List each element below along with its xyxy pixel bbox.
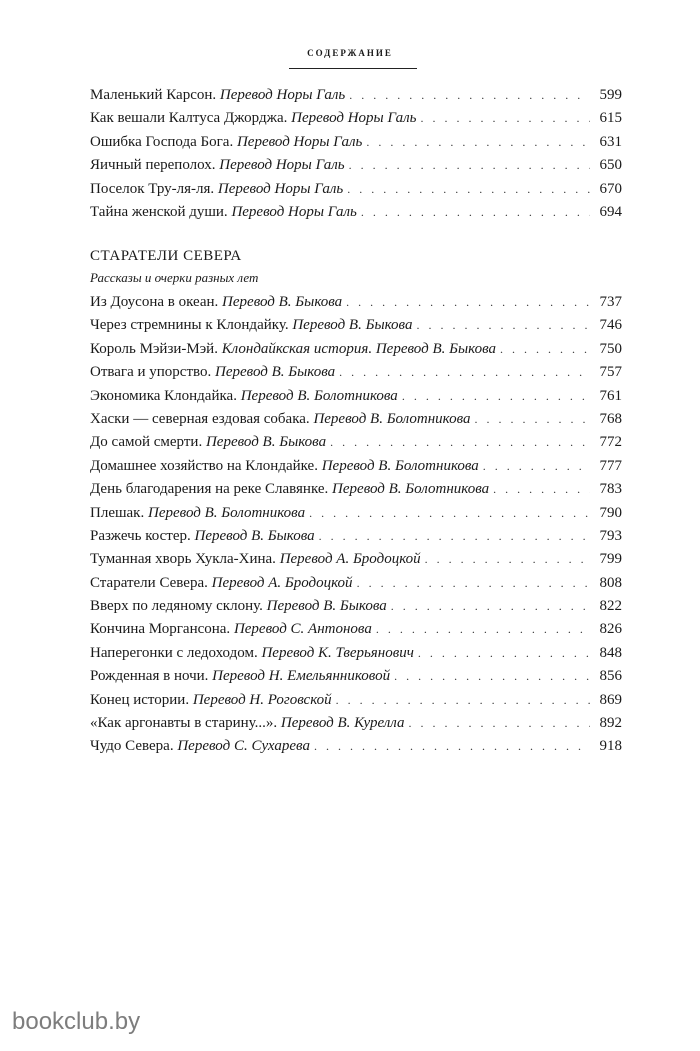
entry-page-number: 670 [599, 180, 622, 197]
dot-leader [409, 716, 591, 731]
entry-translator: Перевод В. Болотникова [240, 387, 398, 404]
entry-page-number: 757 [599, 364, 622, 381]
entry-title: Домашнее хозяйство на Клондайке. [90, 457, 318, 474]
entry-title: Как вешали Калтуса Джорджа. [90, 110, 288, 127]
entry-title: Рожденная в ночи. [90, 668, 209, 685]
entry-page-number: 892 [599, 715, 622, 732]
toc-entry [90, 110, 622, 133]
dot-leader [349, 88, 590, 103]
toc-entry [90, 738, 622, 761]
entry-translator: Перевод А. Бродоцкой [279, 551, 421, 568]
header-rule [289, 68, 417, 69]
toc-section-2 [90, 294, 622, 762]
entry-translator: Перевод В. Болотникова [147, 504, 306, 521]
page-header: содержание [307, 44, 393, 59]
toc-entry-text [90, 364, 335, 381]
dot-leader [336, 693, 590, 708]
toc-entry-text [90, 458, 479, 475]
entry-title: Отвага и упорство. [90, 364, 212, 381]
entry-translator: Перевод Норы Галь [219, 87, 346, 103]
toc-entry [90, 621, 622, 644]
toc-entry [90, 575, 622, 598]
entry-title: Чудо Севера. [90, 738, 174, 755]
toc-entry [90, 598, 622, 621]
dot-leader [330, 435, 590, 450]
toc-entry-text [90, 645, 414, 662]
toc-entry-text [90, 528, 315, 545]
toc-entry-text [90, 598, 387, 615]
dot-leader [361, 205, 590, 220]
toc-entry [90, 551, 622, 574]
toc-entry-text [90, 157, 345, 174]
entry-page-number: 790 [599, 504, 622, 521]
entry-page-number: 856 [599, 668, 622, 685]
toc-entry [90, 388, 622, 411]
toc-entry-text [90, 621, 372, 638]
section-subtitle: Рассказы и очерки разных лет [90, 270, 259, 285]
entry-page-number: 694 [599, 203, 622, 220]
toc-entry [90, 87, 622, 110]
toc-entry-text [90, 388, 398, 405]
dot-leader [391, 599, 590, 614]
dot-leader [314, 739, 590, 754]
entry-translator: Перевод Н. Роговской [192, 691, 332, 708]
entry-translator: Перевод В. Быкова [292, 317, 413, 334]
toc-entry-text [90, 481, 489, 498]
entry-translator: Перевод В. Быкова [266, 598, 387, 615]
entry-translator: Перевод А. Бродоцкой [211, 574, 353, 591]
toc-entry [90, 668, 622, 691]
entry-translator: Перевод В. Болотникова [313, 410, 471, 427]
entry-title: Разжечь костер. [90, 527, 191, 544]
entry-translator: Перевод В. Курелла [280, 715, 405, 732]
entry-title: Вверх по ледяному склону. [90, 598, 263, 615]
toc-entry-text [90, 294, 342, 311]
entry-translator: Перевод С. Сухарева [177, 738, 310, 755]
toc-entry-text [90, 110, 417, 127]
entry-title: Из Доусона в океан. [90, 294, 219, 310]
dot-leader [475, 412, 590, 427]
entry-title: Поселок Тру-ля-ля. [90, 180, 215, 197]
toc-entry [90, 411, 622, 434]
entry-translator: Перевод Норы Галь [219, 157, 345, 174]
dot-leader [376, 622, 590, 637]
entry-translator: Перевод В. Быкова [222, 294, 343, 310]
toc-entry-text [90, 317, 412, 334]
dot-leader [483, 459, 590, 474]
entry-title: Маленький Карсон. [90, 87, 217, 103]
dot-leader [421, 111, 591, 126]
dot-leader [425, 552, 590, 567]
dot-leader [402, 389, 590, 404]
toc-entry-text [90, 87, 345, 104]
toc-entry-text [90, 341, 496, 358]
toc-entry [90, 364, 622, 387]
toc-entry [90, 505, 622, 528]
entry-page-number: 599 [599, 87, 622, 103]
entry-translator: Перевод С. Антонова [233, 621, 372, 638]
entry-translator: Перевод Норы Галь [236, 133, 363, 150]
toc-entry-text [90, 668, 390, 685]
entry-title: День благодарения на реке Славянке. [90, 481, 329, 498]
toc-entry-text [90, 551, 421, 568]
toc-entry [90, 294, 622, 317]
entry-title: Через стремнины к Клондайку. [90, 317, 289, 334]
toc-entry-text [90, 134, 362, 151]
entry-translator: Перевод Норы Галь [291, 110, 417, 127]
entry-translator: Перевод В. Быкова [205, 434, 327, 451]
entry-title: Хаски — северная ездовая собака. [90, 410, 310, 427]
section-title: СТАРАТЕЛИ СЕВЕРА [90, 248, 242, 264]
toc-entry-text [90, 738, 310, 755]
toc-entry [90, 317, 622, 340]
toc-entry [90, 134, 622, 157]
entry-translator: Перевод Норы Галь [217, 180, 344, 197]
entry-title: До самой смерти. [90, 434, 203, 451]
entry-page-number: 761 [599, 387, 622, 404]
entry-title: Кончина Моргансона. [90, 621, 231, 638]
toc-entry-text [90, 411, 471, 428]
entry-page-number: 615 [599, 110, 622, 127]
entry-page-number: 768 [599, 410, 622, 427]
toc-entry-text [90, 575, 353, 592]
dot-leader [319, 529, 590, 544]
entry-page-number: 822 [599, 598, 622, 615]
toc-entry [90, 341, 622, 364]
toc-entry-text [90, 692, 332, 709]
dot-leader [493, 482, 590, 497]
dot-leader [357, 576, 590, 591]
toc-entry [90, 481, 622, 504]
entry-page-number: 869 [599, 691, 622, 708]
toc-entry [90, 645, 622, 668]
entry-translator: Перевод Н. Емельянниковой [212, 668, 391, 685]
entry-translator: Перевод В. Быкова [194, 527, 315, 544]
entry-page-number: 777 [599, 457, 622, 474]
toc-entry-text [90, 181, 343, 198]
entry-translator: Перевод В. Быкова [215, 364, 336, 381]
entry-title: Тайна женской души. [90, 203, 228, 220]
dot-leader [349, 158, 590, 173]
toc-entry [90, 434, 622, 457]
toc-entry [90, 692, 622, 715]
entry-title: Яичный переполох. [90, 157, 216, 174]
toc-section-1 [90, 87, 622, 227]
dot-leader [347, 182, 590, 197]
entry-page-number: 746 [599, 317, 622, 334]
entry-title: Король Мэйзи-Мэй. [90, 340, 218, 357]
entry-translator: Перевод К. Тверьянович [261, 644, 414, 661]
entry-page-number: 918 [599, 738, 622, 755]
entry-title: Плешак. [90, 504, 145, 521]
toc-entry [90, 157, 622, 180]
toc-entry [90, 715, 622, 738]
toc-entry-text [90, 434, 326, 451]
dot-leader [339, 365, 590, 380]
dot-leader [416, 318, 590, 333]
toc-entry [90, 528, 622, 551]
toc-entry [90, 181, 622, 204]
dot-leader [309, 506, 590, 521]
entry-title: Ошибка Господа Бога. [90, 133, 234, 150]
entry-title: Наперегонки с ледоходом. [90, 644, 258, 661]
entry-title: Старатели Севера. [90, 574, 208, 591]
toc-entry [90, 204, 622, 227]
dot-leader [500, 342, 590, 357]
toc-entry [90, 458, 622, 481]
entry-page-number: 799 [599, 551, 622, 568]
entry-page-number: 783 [599, 481, 622, 498]
entry-page-number: 826 [599, 621, 622, 638]
entry-translator: Перевод В. Болотникова [332, 481, 490, 498]
watermark: bookclub.by [12, 1008, 141, 1035]
entry-title: «Как аргонавты в старину...». [90, 715, 278, 732]
entry-page-number: 737 [599, 294, 622, 310]
entry-translator: Перевод В. Болотникова [321, 457, 479, 474]
toc-entry-text [90, 715, 405, 732]
entry-page-number: 793 [599, 527, 622, 544]
entry-translator: Клондайкская история. Перевод В. Быкова [221, 340, 496, 357]
entry-title: Экономика Клондайка. [90, 387, 237, 404]
entry-page-number: 848 [599, 644, 622, 661]
entry-page-number: 631 [599, 133, 622, 150]
toc-entry-text [90, 204, 357, 221]
dot-leader [366, 135, 590, 150]
entry-title: Туманная хворь Хукла-Хина. [90, 551, 276, 568]
entry-translator: Перевод Норы Галь [231, 203, 357, 220]
dot-leader [394, 669, 590, 684]
entry-page-number: 750 [599, 340, 622, 357]
entry-page-number: 772 [599, 434, 622, 451]
entry-title: Конец истории. [90, 691, 190, 708]
toc-entry-text [90, 505, 305, 522]
dot-leader [418, 646, 590, 661]
dot-leader [346, 295, 590, 310]
entry-page-number: 650 [599, 157, 622, 174]
entry-page-number: 808 [599, 574, 622, 591]
